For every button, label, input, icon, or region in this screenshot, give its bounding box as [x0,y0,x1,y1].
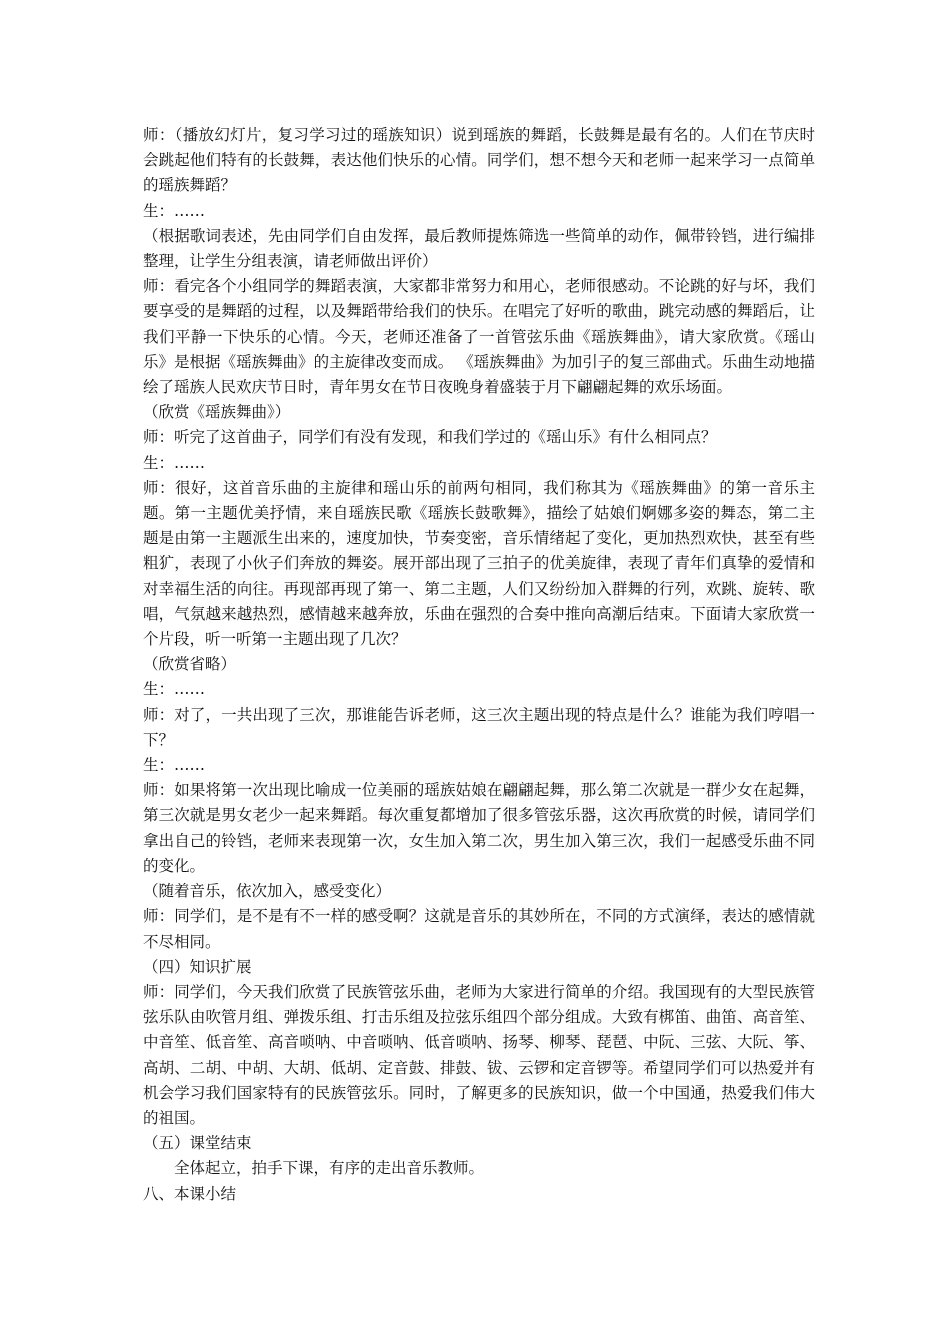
paragraph-bells-activity: 师：如果将第一次出现比喻成一位美丽的瑶族姑娘在翩翩起舞，那么第二次就是一群少女在起舞，第三次就是男女老少一起来舞蹈。每次重复都增加了很多管弦乐器，这次再欣赏的时候，请同学们拿出自己的铃铛，老师来表现第一次，女生加入第二次，男生加入第三次，我们一起感受乐曲不同的变化。 [143,781,815,875]
paragraph-student-reply: 生：…… [143,756,206,775]
paragraph-listen-omitted: （欣赏省略） [143,655,237,674]
paragraph-dance-activity: （根据歌词表述，先由同学们自由发挥，最后教师提炼筛选一些简单的动作，佩带铃铛，进行编排整理，让学生分组表演，请老师做出评价） [143,226,815,271]
section-heading-class-end: （五）课堂结束 [143,1134,252,1153]
section-heading-summary: 八、本课小结 [143,1184,237,1203]
paragraph-three-times: 师：对了，一共出现了三次，那谁能告诉老师，这三次主题出现的特点是什么？谁能为我们哼唱一下？ [143,705,815,749]
paragraph-listen-yaozu: （欣赏《瑶族舞曲》） [143,403,291,422]
paragraph-teacher-review: 师：看完各个小组同学的舞蹈表演，大家都非常努力和用心，老师很感动。不论跳的好与坏，我们要享受的是舞蹈的过程，以及舞蹈带给我们的快乐。在唱完了好听的歌曲，跳完动感的舞蹈后，让我们平静一下快乐的心情。今天，老师还准备了一首管弦乐曲《瑶族舞曲》，请大家欣赏。《瑶山乐》是根据《瑶族舞曲》的主旋律改变而成。 《瑶族舞曲》为加引子的复三部曲式。乐曲生动地描绘了瑶族人民欢庆节日时，青年男女在节日夜晚身着盛装于月下翩翩起舞的欢乐场面。 [143,277,815,397]
paragraph-intro-dance: 师：（播放幻灯片，复习学习过的瑶族知识）说到瑶族的舞蹈，长鼓舞是最有名的。人们在节庆时会跳起他们特有的长鼓舞，表达他们快乐的心情。同学们，想不想今天和老师一起来学习一点简单的瑶族舞蹈？ [143,126,815,195]
paragraph-orchestra-intro: 师：同学们，今天我们欣赏了民族管弦乐曲，老师为大家进行简单的介绍。我国现有的大型民族管弦乐队由吹管月组、弹拨乐组、打击乐组及拉弦乐组四个部分组成。大致有梆笛、曲笛、高音笙、中音笙、低音笙、高音唢呐、中音唢呐、低音唢呐、扬琴、柳琴、琵琶、中阮、三弦、大阮、筝、高胡、二胡、中胡、大胡、低胡、定音鼓、排鼓、钹、云锣和定音锣等。希望同学们可以热爱并有机会学习我们国家特有的民族管弦乐。同时，了解更多的民族知识，做一个中国通，热爱我们伟大的祖国。 [143,982,815,1127]
paragraph-theme-explanation: 师：很好，这首音乐曲的主旋律和瑶山乐的前两句相同，我们称其为《瑶族舞曲》的第一音乐主题。第一主题优美抒情，来自瑶族民歌《瑶族长鼓歌舞》，描绘了姑娘们婀娜多姿的舞态，第二主题是由第一主题派生出来的，速度加快，节奏变密，音乐情绪起了变化，更加热烈欢快，甚至有些粗犷，表现了小伙子们奔放的舞姿。展开部出现了三拍子的优美旋律，表现了青年们真挚的爱情和对幸福生活的向往。再现部再现了第一、第二主题，人们又纷纷加入群舞的行列，欢跳、旋转、歌唱，气氛越来越热烈，感情越来越奔放，乐曲在强烈的合奏中推向高潮后结束。下面请大家欣赏一个片段，听一听第一主题出现了几次？ [143,478,815,649]
paragraph-different-feeling: 师：同学们，是不是有不一样的感受啊？这就是音乐的其妙所在，不同的方式演绎，表达的感情就不尽相同。 [143,907,815,951]
paragraph-student-reply: 生：…… [143,201,206,220]
paragraph-student-reply: 生：…… [143,680,206,699]
paragraph-class-dismiss: 全体起立，拍手下课，有序的走出音乐教师。 [174,1159,485,1178]
document-page [143,123,815,1207]
paragraph-student-reply: 生：…… [143,453,206,472]
paragraph-teacher-question: 师：听完了这首曲子，同学们有没有发现，和我们学过的《瑶山乐》有什么相同点？ [143,428,717,447]
paragraph-join-music: （随着音乐，依次加入，感受变化） [143,882,392,901]
section-heading-knowledge: （四）知识扩展 [143,957,252,976]
